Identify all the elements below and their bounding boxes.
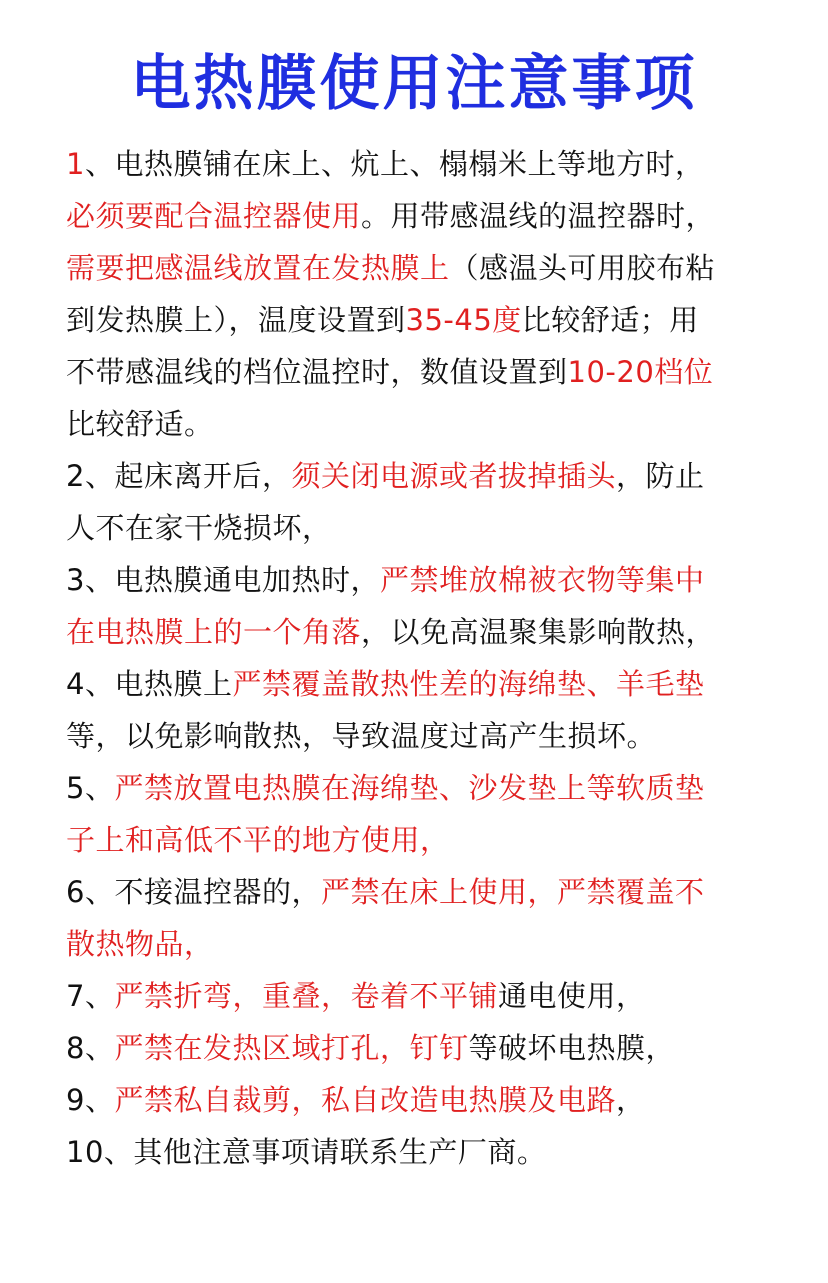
emphasis-text: 严禁折弯，重叠，卷着不平铺 <box>114 979 498 1013</box>
notice-line <box>66 1022 806 1074</box>
notice-line <box>66 346 806 398</box>
notice-line <box>66 1126 806 1178</box>
body-text: 7、 <box>66 979 115 1013</box>
notice-line <box>66 814 806 866</box>
body-text: 8、 <box>66 1031 115 1065</box>
notice-line <box>66 138 806 190</box>
notice-line <box>66 658 806 710</box>
body-text: 通电使用， <box>497 979 646 1013</box>
emphasis-text: 须关闭电源或者拔掉插头 <box>291 459 616 493</box>
notice-line <box>66 242 806 294</box>
body-text: 3、电热膜通电加热时， <box>66 563 380 597</box>
body-text: 比较舒适。 <box>66 407 214 441</box>
emphasis-text: 散热物品， <box>66 927 214 961</box>
notice-line <box>66 190 806 242</box>
notice-line <box>66 970 806 1022</box>
emphasis-text: 严禁私自裁剪，私自改造电热膜及电路 <box>114 1083 616 1117</box>
notice-line <box>66 1074 806 1126</box>
body-text: （感温头可用胶布粘 <box>449 251 716 285</box>
page-title: 电热膜使用注意事项 <box>130 49 698 119</box>
body-text: 等破坏电热膜， <box>468 1031 675 1065</box>
body-text: 人不在家干烧损坏， <box>66 511 332 545</box>
body-text: 等，以免影响散热，导致温度过高产生损坏。 <box>66 719 657 753</box>
body-text: 2、起床离开后， <box>66 459 292 493</box>
body-text: 。用带感温线的温控器时， <box>361 199 716 233</box>
notice-line <box>66 502 806 554</box>
body-text: 4、电热膜上 <box>66 667 233 701</box>
notice-line <box>66 918 806 970</box>
emphasis-text: 需要把感温线放置在发热膜上 <box>66 251 450 285</box>
body-text: ，防止 <box>615 459 705 493</box>
notice-line <box>66 554 806 606</box>
notice-line <box>66 294 806 346</box>
emphasis-text: 10-20档位 <box>567 355 714 389</box>
body-text: 比较舒适；用 <box>521 303 699 337</box>
body-text: 到发热膜上），温度设置到 <box>66 303 406 337</box>
body-text: 10、其他注意事项请联系生产厂商。 <box>66 1135 547 1169</box>
notice-line <box>66 710 806 762</box>
emphasis-text: 严禁覆盖散热性差的海绵垫、羊毛垫 <box>232 667 705 701</box>
emphasis-text: 必须要配合温控器使用 <box>66 199 362 233</box>
notice-line <box>66 866 806 918</box>
body-text: ， <box>615 1083 646 1117</box>
body-text: 9、 <box>66 1083 115 1117</box>
notice-line <box>66 450 806 502</box>
emphasis-text: 35-45度 <box>405 303 522 337</box>
notice-line <box>66 606 806 658</box>
emphasis-text: 严禁放置电热膜在海绵垫、沙发垫上等软质垫 <box>114 771 705 805</box>
emphasis-text: 严禁在发热区域打孔，钉钉 <box>114 1031 469 1065</box>
notice-line <box>66 398 806 450</box>
notice-line <box>66 762 806 814</box>
emphasis-text: 严禁堆放棉被衣物等集中 <box>379 563 705 597</box>
emphasis-text: 子上和高低不平的地方使用， <box>66 823 450 857</box>
emphasis-text: 严禁在床上使用，严禁覆盖不 <box>320 875 705 909</box>
body-text: 6、不接温控器的， <box>66 875 321 909</box>
body-text: 5、 <box>66 771 115 805</box>
body-text: ，以免高温聚集影响散热， <box>361 615 716 649</box>
body-text: 、电热膜铺在床上、炕上、榻榻米上等地方时， <box>84 147 705 181</box>
notice-body <box>66 138 806 1178</box>
emphasis-text: 在电热膜上的一个角落 <box>66 615 362 649</box>
emphasis-text: 1 <box>66 147 85 181</box>
body-text: 不带感温线的档位温控时，数值设置到 <box>66 355 568 389</box>
